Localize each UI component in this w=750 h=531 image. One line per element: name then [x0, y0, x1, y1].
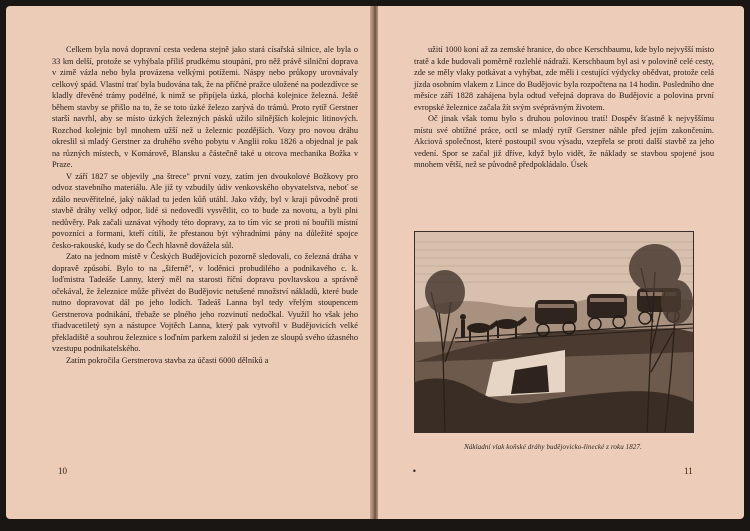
engraving-image [415, 232, 693, 432]
paragraph: V září 1827 se objevily „na štrece" první vozy, zatím jen dvoukolové Božkovy pro odvoz stavebního materiálu. Ale již ty vzbudily údiv venkovského obyvatelstva, neboť se zdálo neuvěřitelné, jaký náklad tu jeden kůň utáhl. Jako vždy, byl v kraji původně proti stavbě dráhy velký odpor, lidé si nedovedli vysvětlit, co to bude za novotu, a byli plni nedůvěry. Pak začali uznávat výhody této dopravy, za to tím víc se proti ní bouřili místní povozníci a formani, kteří cítili, že přestanou být výhradními pány na důležité spojce česko-rakouské, kudy se do Čech hlavně dovážela sůl. [52, 171, 358, 250]
right-page-text [414, 44, 714, 171]
paragraph: Zatím pokročila Gerstnerova stavba za účasti 6000 dělníků a [66, 355, 269, 365]
left-page-text [52, 44, 358, 366]
page-number: 10 [58, 466, 67, 476]
paragraph: užití 1000 koní až za zemské hranice, do obce Kerschbaumu, kde bylo nejvyšší místo tratě a kde budovali poměrně rozlehlé nádraží. Kerschbaum byl asi v polovině celé cesty, zde se měly vlaky potkávat a vyhýbat, zde měli i cestující výdycky obědvat, protože celá jízda osobním vlakem z Lince do Budějovic byla rozpočtena na 14 hodin. Posledního dne měsíce září 1828 zahájena byla odtud veřejná doprava do Budějovic a polovina první evropské železnice začala žít svým svéprávným životem. [414, 45, 714, 112]
bullet-mark: • [412, 467, 417, 476]
paragraph: Celkem byla nová dopravní cesta vedena stejně jako stará císařská silnice, ale byla o 33 km delší, protože se vyhýbala příliš prudkému stoupání, pro něž právě silniční doprava v zimě vázla nebo byla provázena velkými potížemi. Náspy nebo průkopy urovnávaly celkový spád. Vlastní trať byla budována tak, že na příčné pražce uložené na podezdívce se kladly dřevěné trámy podélné, k nimž se připíjela úzká, plochá kolejnice železná. Ještě během stavby se přišlo na to, že se toto úzké železo zarývá do trámů. Proto rytíř Gerstner starší navrhl, aby se místo úzkých železných pásků užilo silnějších kolejnic litinových. Rozchod kolejnic byl mnohem užší než u železnic pozdějších. Vozy pro novou dráhu okreslil si mladý Gerstner za druhého svého pobytu v Anglii roku 1826 a objednal je pak na různých místech, v Komárově, Blansku a částečně také u otcova mechanika Božka v Praze. [52, 45, 358, 169]
page-number: 11 [684, 466, 693, 476]
paragraph: Oč jinak však tomu bylo s druhou polovinou tratí! Dospěv šťastně k nejvyššímu místu své obtížné práce, octl se mladý rytíř Gerstner náhle před jejím zakončením. Akciová společnost, které postoupil svou výsadu, vzepřela se proti další stavbě za jeho vedení. Spor se začal již dříve, když bylo vidět, že náklady se stavbou spojené jsou mnohem větší, než se původně předpokládalo. Úsek [414, 114, 714, 169]
figure-caption: Nákladní vlak koňské dráhy budějovicko-linecké z roku 1827. [464, 443, 642, 451]
right-page [378, 6, 744, 519]
left-page [6, 6, 372, 519]
paragraph: Zato na jednom místě v Českých Budějovicích pozorně sledovali, co železná dráha v dopravě způsobí. Bylo to na „šiferně", v loděnici probudilého a podnikavého c. k. loďmistra Tadeáše Lanny, který měl na starosti říční dopravu povltavskou a správně očekával, že železnice může přivézt do Budějovic netušené množství nákladů, které bude nutno dopravovat dál po jeho lodích. Tadeáš Lanna byl tedy vřelým stoupencem Gerstnerova podnikání, třebaže se plného jeho rozvinutí nedočkal. Využil ho však jeho třiadvacetiletý syn a nástupce Vojtěch Lanna, který pak vytvořil v Budějovicích velké překladiště a souhrou železnice s loďním parkem založil si jeden ze sloupů svého úžasného vzestupu podnikatelského. [52, 252, 358, 353]
horse-railway-illustration [414, 231, 694, 433]
